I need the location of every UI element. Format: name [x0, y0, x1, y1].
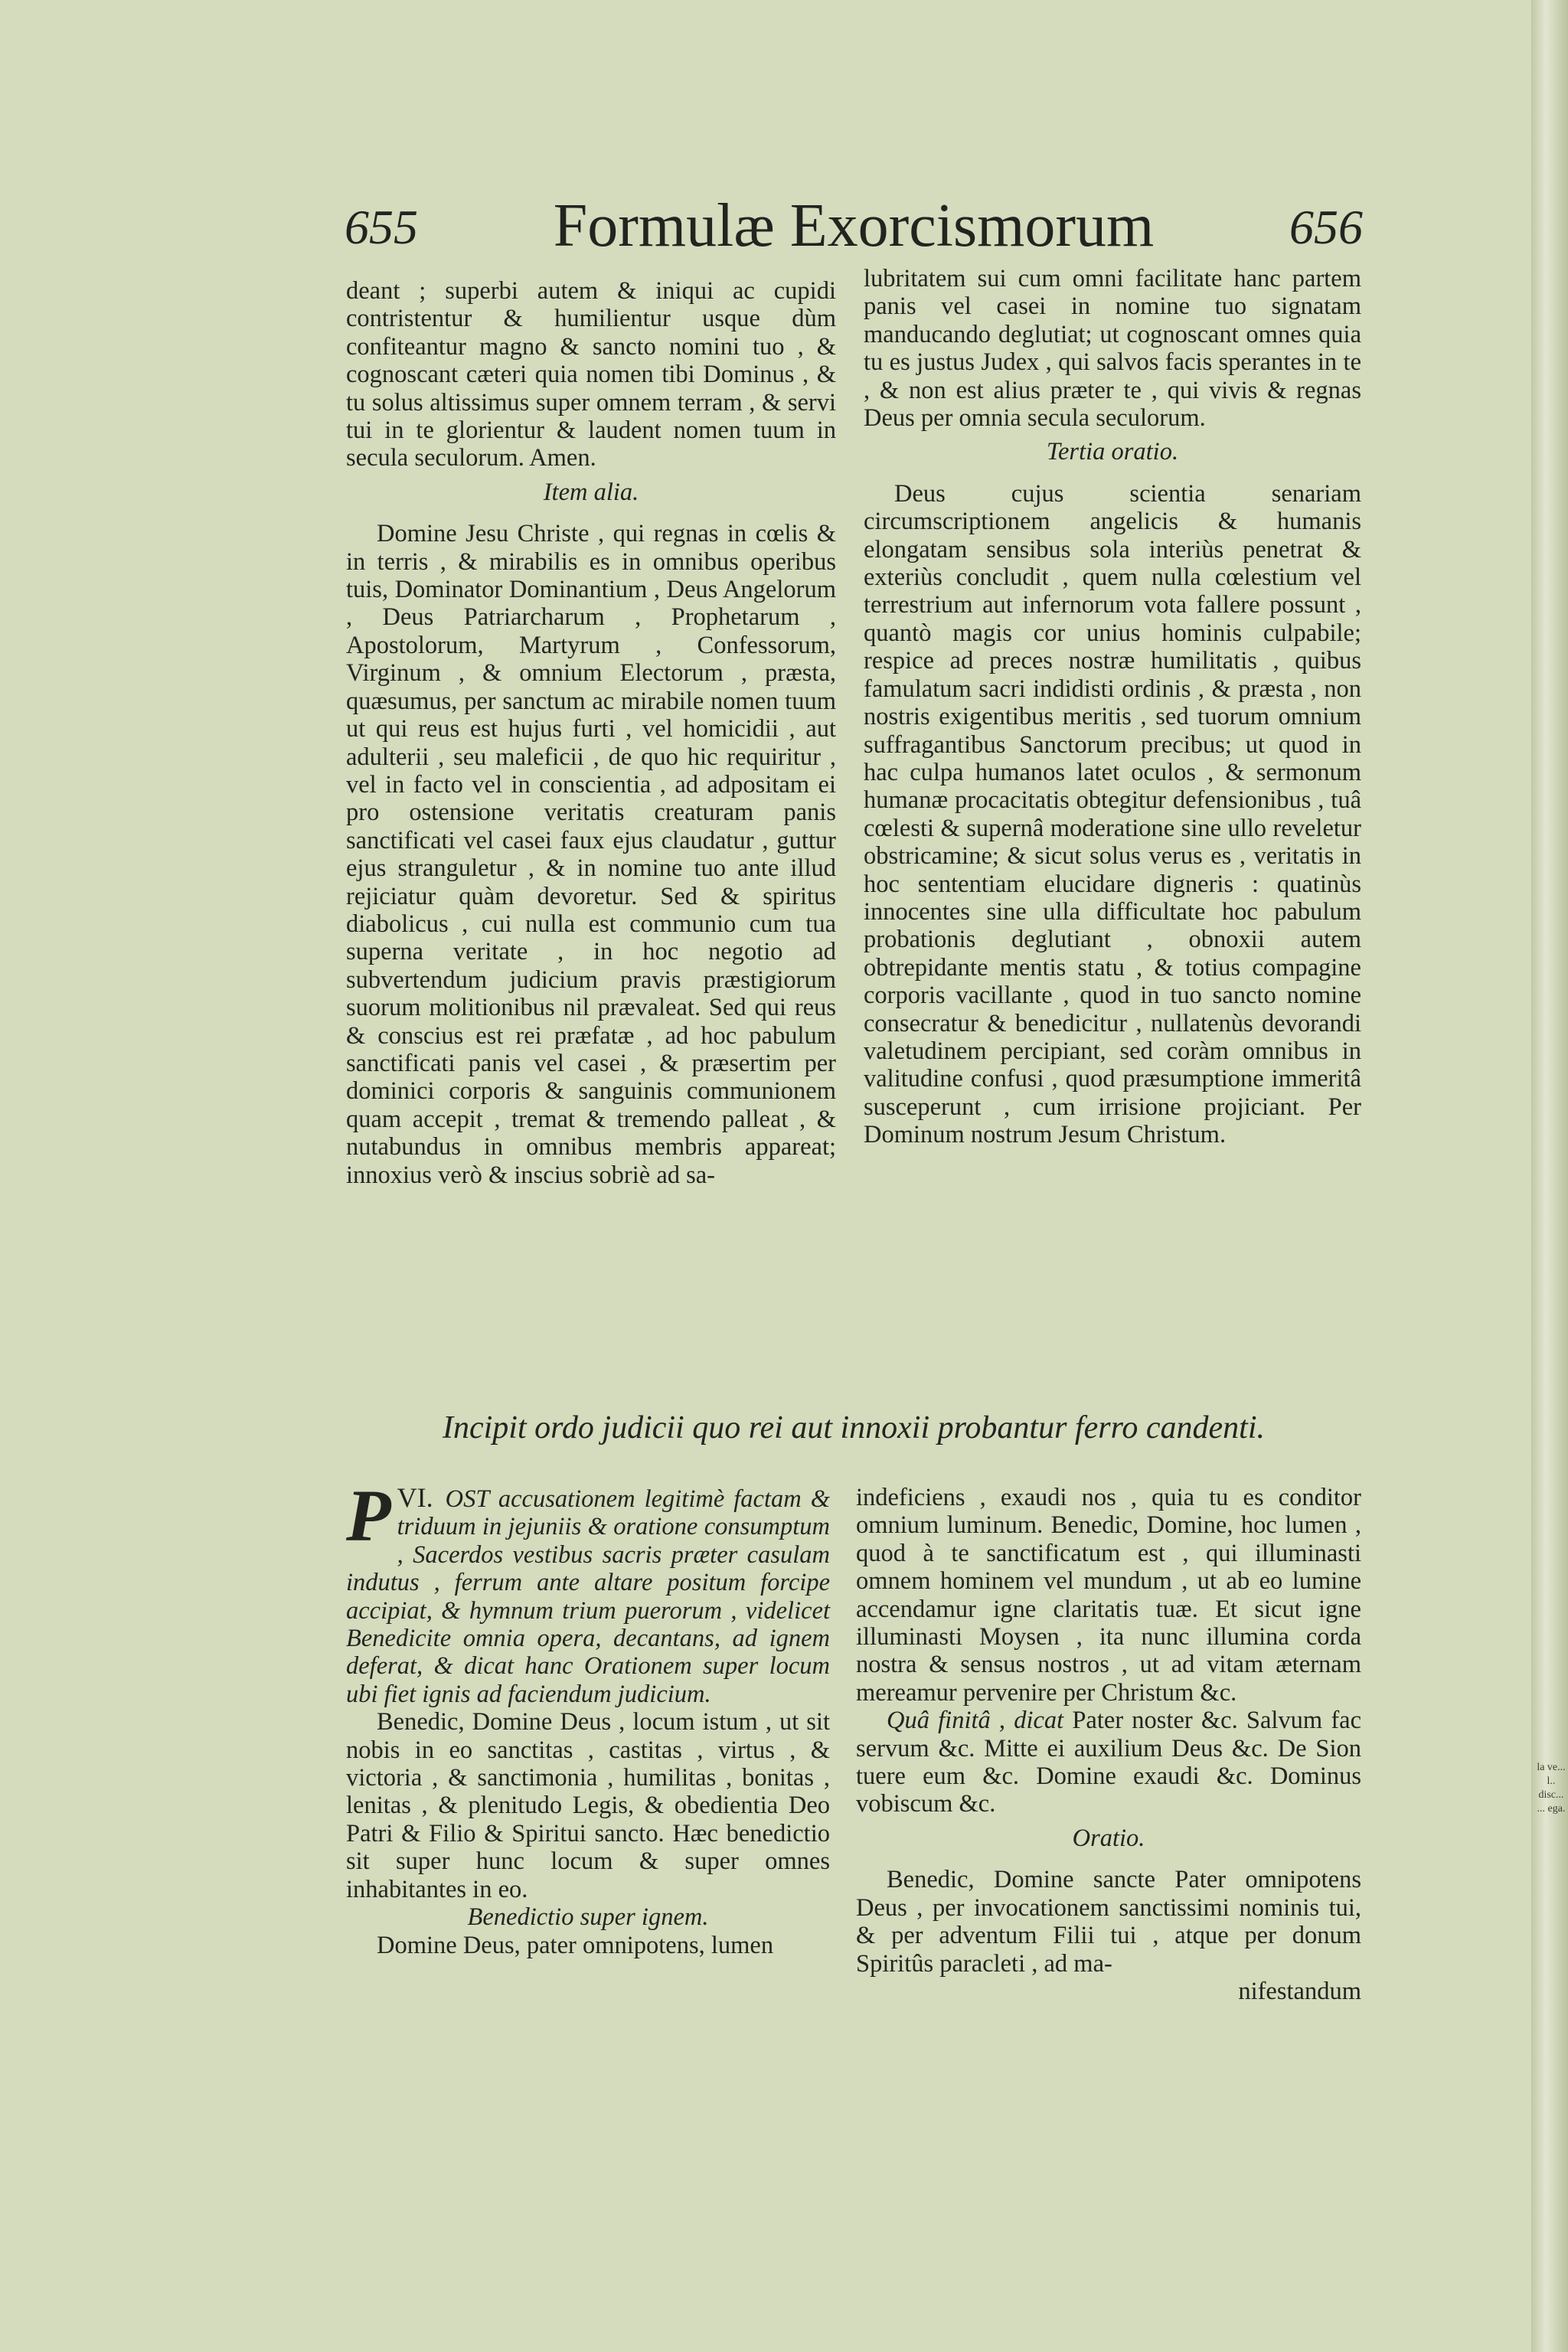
subheading: Tertia oratio.	[1046, 438, 1179, 466]
left-page-number: 655	[345, 200, 418, 254]
section-number: VI.	[397, 1482, 433, 1513]
paragraph: Benedic, Domine Deus , locum istum , ut sit nobis in eo sanctitas , castitas , virtus , & victoria , & sanctimonia , humilitas , bonitas , lenitas , & plenitudo Legis, & obedientia Deo Patri & Filio & Spiritui sancto. Hæc benedictio sit super hunc locum & super omnes inhabitantes in eo.	[346, 1708, 830, 1903]
column-b	[864, 265, 1361, 1149]
rubric-paragraph	[346, 1475, 831, 1708]
paragraph: deant ; superbi autem & iniqui ac cupidi contristentur & humilientur usque dùm confiteantur magno & sancto nomini tuo , & cognoscant cæteri quia nomen tibi Dominus , & tu solus altissimus super omnem terram , & servi tui in te glorientur & laudent nomen tuum in secula seculorum. Amen.	[346, 277, 836, 472]
paragraph: Deus cujus scientia senariam circumscriptionem angelicis & humanis elongatam sensibus sola interiùs penetrat & exteriùs concludit , quem nulla cœlestium vel terrestrium aut infernorum vota fallere possunt , quantò magis cor unius hominis culpabile; respice ad preces nostræ humilitatis , quibus famulatum sacri indidisti ordinis , & præsta , non nostris exigentibus meritis , sed tuorum omnium suffragantibus Sanctorum precibus; ut quod in hac culpa humanos latet oculos , & sermonum humanæ procacitatis obtegitur defensionibus , tuâ cœlesti & supernâ moderatione sine ullo reveletur obstricamine; & sicut solus verus es , veritatis in hoc sententiam elucidare digneris : quatinùs innocentes sine ulla difficultate hoc pabulum probationis deglutiant , obnoxii autem obtrepidante mentis statu , & totius compagine corporis vacillante , quod in tuo sancto nomine consecratur & benedicitur , nullatenùs devorandi valetudinem percipiant, sed coràm omnibus in valitudine confusi , quod præsumptione immeritâ susceperunt , cum irrisione projiciant. Per Dominum nostrum Jesum Christum.	[864, 479, 1361, 1149]
margin-note: la ve... l.. disc... ... ega.	[1537, 1762, 1566, 1815]
prayer-list: Pater noster &c. Salvum fac servum &c. Mitte ei auxilium Deus &c. De Sion tuere eum &c. Domine exaudi &c. Dominus vobiscum &c.	[856, 1707, 1362, 1818]
paragraph: Benedic, Domine sancte Pater omnipotens Deus , per invocationem sanctissimi nominis tui, & per adventum Filii tui , atque per donum Spiritûs paracleti , ad ma-	[856, 1866, 1361, 1978]
rubric-text: OST accusationem legitimè factam & triduum in jejuniis & oratione consumptum , Sacerdos vestibus sacris præter casulam indutus , ferrum ante altare positum forcipe accipiat, & hymnum trium puerorum , videlicet Benedicite omnia opera, decantans, ad ignem deferat, & dicat hanc Orationem super locum ubi fiet ignis ad faciendum judicium.	[346, 1485, 831, 1708]
paragraph: Domine Deus, pater omnipotens, lumen	[377, 1931, 774, 1959]
catchword: nifestandum	[1238, 1977, 1361, 2005]
running-title: Formulæ Exorcismorum	[553, 192, 1155, 260]
subheading: Oratio.	[1072, 1824, 1145, 1852]
column-a	[346, 277, 836, 1189]
paragraph: Domine Jesu Christe , qui regnas in cœlis & in terris , & mirabilis es in omnibus operibus tuis, Dominator Dominantium , Deus Angelorum , Deus Patriarcharum , Prophetarum , Apostolorum, Martyrum , Confessorum, Virginum , & omnium Electorum , præsta, quæsumus, per sanctum ac mirabile nomen tuum ut qui reus est hujus furti , vel homicidii , aut adulterii , seu maleficii , de quo hic requiritur , vel in facto vel in conscientia , ad adpositam ei pro ostensione veritatis creaturam panis sanctificati vel casei faux ejus claudatur , guttur ejus stranguletur , & in nomine tuo ante illud rejiciatur quàm devoretur. Sed & spiritus diabolicus , cui nulla est communio cum tua superna veritate , in hoc negotio ad subvertendum judicium pravis præstigiorum suorum molitionibus nil prævaleat. Sed qui reus & conscius est rei præfatæ , ad hoc pabulum sanctificati panis vel casei , & præsertim per dominici corporis & sanguinis communionem quam accepit , tremat & tremendo palleat , & nutabundus in omnibus membris appareat; innoxius verò & inscius sobriè ad sa-	[346, 520, 836, 1189]
page-header	[345, 191, 1363, 260]
paragraph: indeficiens , exaudi nos , quia tu es conditor omnium luminum. Benedic, Domine, hoc lumen , quod à te sanctificatum est , qui illuminasti omnem hominem vel mundum , ut ab eo lumine accendamur igne claritatis tuæ. Et sicut igne illuminasti Moysen , ita nunc illumina corda nostra & sensus nostros , ut ad vitam æternam mereamur pervenire per Christum &c.	[856, 1484, 1361, 1707]
subheading: Benedictio super ignem.	[467, 1903, 709, 1932]
facing-page-gutter	[1531, 0, 1568, 2352]
paragraph: lubritatem sui cum omni facilitate hanc partem panis vel casei in nomine tuo signatam manducando deglutiat; ut cognoscant omnes quia tu es justus Judex , qui salvos facis sperantes in te , & non est alius præter te , qui vivis & regnas Deus per omnia secula seculorum.	[864, 265, 1361, 433]
section-heading: Incipit ordo judicii quo rei aut innoxii probantur ferro candenti.	[442, 1410, 1265, 1446]
paragraph	[856, 1707, 1361, 1818]
subheading: Item alia.	[543, 478, 639, 506]
column-c	[346, 1475, 831, 1959]
drop-cap: P	[346, 1475, 391, 1557]
rubric-text: Quâ finitâ , dicat	[887, 1707, 1064, 1735]
right-page-number: 656	[1289, 200, 1363, 254]
column-d	[856, 1484, 1361, 2005]
